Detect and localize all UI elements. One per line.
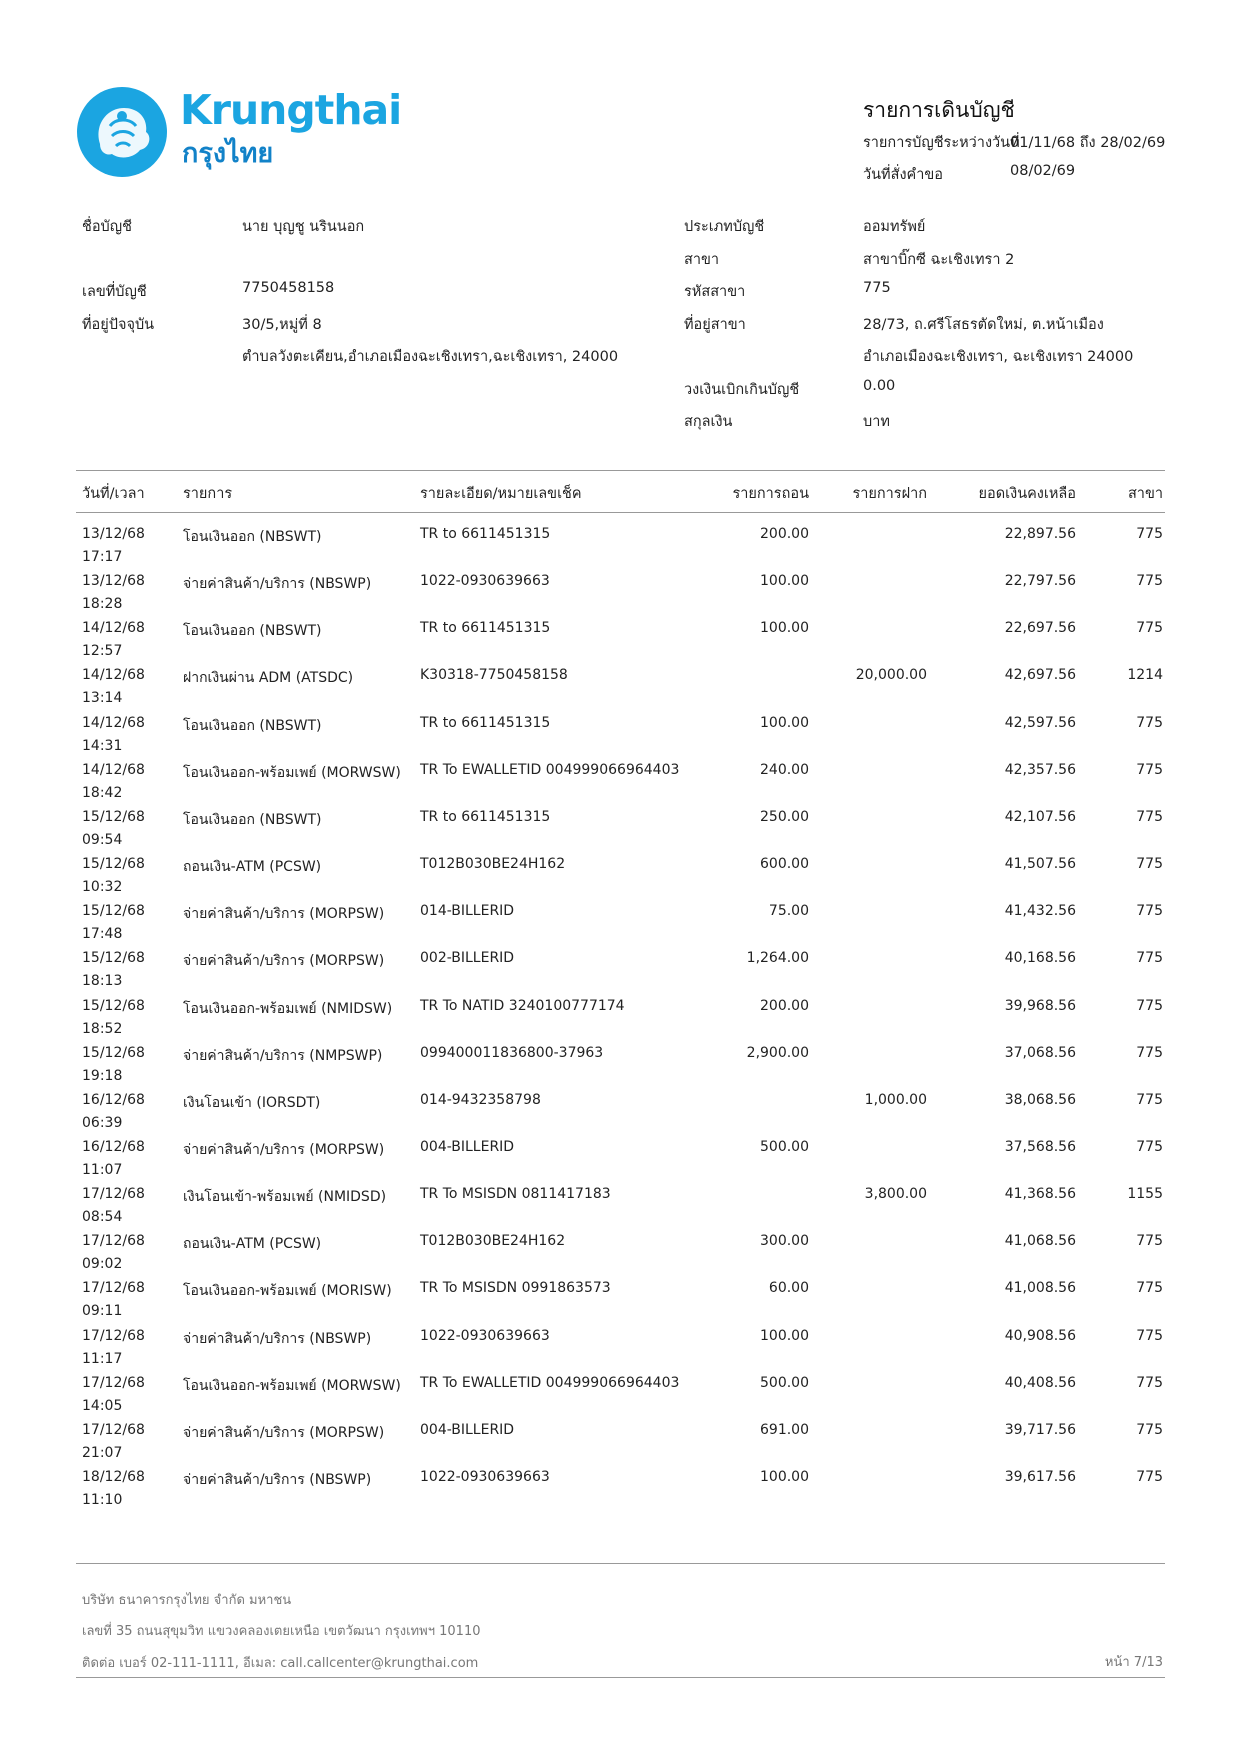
row-branch: 775 xyxy=(1136,1091,1163,1108)
table-row xyxy=(0,1180,1240,1227)
row-withdrawal: 500.00 xyxy=(760,1138,809,1155)
row-branch: 775 xyxy=(1136,761,1163,778)
row-branch: 775 xyxy=(1136,1280,1163,1297)
row-deposit: 3,800.00 xyxy=(864,1186,927,1203)
row-balance: 40,908.56 xyxy=(1004,1327,1076,1344)
account-name-label: ชื่อบัญชี xyxy=(82,219,132,235)
row-type: โอนเงินออก (NBSWT) xyxy=(183,811,322,828)
row-branch: 775 xyxy=(1136,573,1163,590)
row-type: จ่ายค่าสินค้า/บริการ (NBSWP) xyxy=(183,1472,372,1488)
row-date: 13/12/68 xyxy=(82,526,145,542)
row-branch: 775 xyxy=(1136,1044,1163,1061)
row-balance: 22,697.56 xyxy=(1004,620,1076,637)
row-time: 11:07 xyxy=(82,1161,123,1178)
row-withdrawal: 100.00 xyxy=(760,573,809,590)
branch-value: สาขาบิ๊กซี ฉะเชิงเทรา 2 xyxy=(863,252,1015,268)
row-date: 18/12/68 xyxy=(82,1469,145,1485)
table-top-rule xyxy=(76,470,1165,471)
row-type: ถอนเงิน-ATM (PCSW) xyxy=(183,859,322,876)
table-row xyxy=(0,944,1240,991)
row-date: 17/12/68 xyxy=(82,1186,145,1203)
table-row xyxy=(0,1227,1240,1274)
period-value: 01/11/68 ถึง 28/02/69 xyxy=(1010,135,1166,151)
row-date: 15/12/68 xyxy=(82,856,145,873)
row-time: 09:02 xyxy=(82,1256,123,1273)
row-date: 16/12/68 xyxy=(82,1091,145,1108)
row-balance: 42,107.56 xyxy=(1004,808,1076,825)
footer-contact: ติดต่อ เบอร์ 02-111-1111, อีเมล: call.callcenter@krungthai.com xyxy=(82,1656,479,1671)
col-header-detail: รายละเอียด/หมายเลขเช็ค xyxy=(420,486,582,502)
brand-name-en: Krungthai xyxy=(180,86,402,134)
row-withdrawal: 1,264.00 xyxy=(746,950,809,967)
row-branch: 775 xyxy=(1136,997,1163,1014)
row-balance: 41,432.56 xyxy=(1004,903,1076,920)
row-time: 19:18 xyxy=(82,1067,123,1084)
footer-address: เลขที่ 35 ถนนสุขุมวิท แขวงคลองเตยเหนือ เขตวัฒนา กรุงเทพฯ 10110 xyxy=(82,1624,481,1639)
row-balance: 22,797.56 xyxy=(1004,573,1076,590)
account-number-value: 7750458158 xyxy=(242,280,335,296)
row-withdrawal: 200.00 xyxy=(760,997,809,1014)
row-time: 09:54 xyxy=(82,831,123,848)
krungthai-emblem-icon xyxy=(76,86,168,178)
row-detail: TR To NATID 3240100777174 xyxy=(420,997,625,1014)
row-time: 08:54 xyxy=(82,1209,123,1226)
overdraft-value: 0.00 xyxy=(863,378,896,394)
row-balance: 38,068.56 xyxy=(1004,1091,1076,1108)
row-time: 17:17 xyxy=(82,549,123,565)
row-date: 15/12/68 xyxy=(82,997,145,1014)
row-detail: T012B030BE24H162 xyxy=(420,1233,566,1250)
row-withdrawal: 100.00 xyxy=(760,714,809,731)
row-date: 14/12/68 xyxy=(82,714,145,731)
row-type: โอนเงินออก-พร้อมเพย์ (MORWSW) xyxy=(183,1377,401,1394)
row-withdrawal: 100.00 xyxy=(760,1327,809,1344)
row-balance: 41,008.56 xyxy=(1004,1280,1076,1297)
row-type: จ่ายค่าสินค้า/บริการ (MORPSW) xyxy=(183,953,385,970)
table-row xyxy=(0,1133,1240,1180)
row-time: 21:07 xyxy=(82,1444,123,1461)
row-detail: TR To MSISDN 0991863573 xyxy=(420,1280,611,1297)
row-branch: 775 xyxy=(1136,526,1163,542)
col-header-branch: สาขา xyxy=(1127,486,1163,502)
row-balance: 37,068.56 xyxy=(1004,1044,1076,1061)
row-branch: 775 xyxy=(1136,1469,1163,1485)
branch-code-label: รหัสสาขา xyxy=(684,284,746,300)
row-withdrawal: 100.00 xyxy=(760,620,809,637)
row-balance: 42,597.56 xyxy=(1004,714,1076,731)
col-header-balance: ยอดเงินคงเหลือ xyxy=(978,486,1076,502)
row-balance: 42,357.56 xyxy=(1004,761,1076,778)
branch-label: สาขา xyxy=(684,252,720,268)
row-balance: 41,368.56 xyxy=(1004,1186,1076,1203)
row-time: 11:17 xyxy=(82,1350,123,1367)
row-withdrawal: 240.00 xyxy=(760,761,809,778)
account-type-value: ออมทรัพย์ xyxy=(863,219,926,235)
table-row xyxy=(0,1369,1240,1416)
row-detail: K30318-7750458158 xyxy=(420,667,568,684)
row-date: 17/12/68 xyxy=(82,1374,145,1391)
row-branch: 1214 xyxy=(1127,667,1163,684)
table-row xyxy=(0,1086,1240,1133)
row-date: 17/12/68 xyxy=(82,1233,145,1250)
row-detail: TR to 6611451315 xyxy=(420,526,551,542)
row-detail: TR to 6611451315 xyxy=(420,808,551,825)
row-time: 14:31 xyxy=(82,737,123,754)
row-type: จ่ายค่าสินค้า/บริการ (MORPSW) xyxy=(183,1141,385,1158)
row-branch: 775 xyxy=(1136,856,1163,873)
row-detail: 1022-0930639663 xyxy=(420,1327,550,1344)
request-date-label: วันที่สั่งคำขอ xyxy=(863,167,944,183)
row-balance: 39,717.56 xyxy=(1004,1421,1076,1438)
row-balance: 40,408.56 xyxy=(1004,1374,1076,1391)
row-type: จ่ายค่าสินค้า/บริการ (NMPSWP) xyxy=(183,1047,383,1064)
row-detail: TR to 6611451315 xyxy=(420,714,551,731)
table-row xyxy=(0,520,1240,567)
row-type: ฝากเงินผ่าน ADM (ATSDC) xyxy=(183,670,354,687)
row-time: 17:48 xyxy=(82,926,123,943)
branch-address-line2: อำเภอเมืองฉะเชิงเทรา, ฉะเชิงเทรา 24000 xyxy=(863,349,1134,365)
col-header-deposit: รายการฝาก xyxy=(852,486,927,502)
table-row xyxy=(0,897,1240,944)
row-detail: 004-BILLERID xyxy=(420,1138,515,1155)
account-number-label: เลขที่บัญชี xyxy=(82,284,147,300)
row-balance: 40,168.56 xyxy=(1004,950,1076,967)
row-type: โอนเงินออก (NBSWT) xyxy=(183,717,322,734)
footer-company: บริษัท ธนาคารกรุงไทย จำกัด มหาชน xyxy=(82,1593,292,1608)
table-row xyxy=(0,1039,1240,1086)
branch-address-line1: 28/73, ถ.ศรีโสธรตัดใหม่, ต.หน้าเมือง xyxy=(863,317,1104,333)
row-balance: 22,897.56 xyxy=(1004,526,1076,542)
row-branch: 775 xyxy=(1136,714,1163,731)
row-detail: 099400011836800-37963 xyxy=(420,1044,604,1061)
period-label: รายการบัญชีระหว่างวันที่ xyxy=(863,135,1020,151)
col-header-datetime: วันที่/เวลา xyxy=(82,486,145,502)
row-detail: 1022-0930639663 xyxy=(420,1469,550,1485)
table-row xyxy=(0,756,1240,803)
overdraft-label: วงเงินเบิกเกินบัญชี xyxy=(684,382,800,398)
row-detail: TR To EWALLETID 004999066964403 xyxy=(420,1374,680,1391)
row-time: 18:13 xyxy=(82,973,123,990)
row-deposit: 1,000.00 xyxy=(864,1091,927,1108)
page-number: หน้า 7/13 xyxy=(1104,1655,1163,1670)
row-detail: 014-BILLERID xyxy=(420,903,515,920)
table-row xyxy=(0,1274,1240,1321)
row-branch: 775 xyxy=(1136,1233,1163,1250)
row-withdrawal: 60.00 xyxy=(768,1280,809,1297)
row-balance: 41,068.56 xyxy=(1004,1233,1076,1250)
table-row xyxy=(0,614,1240,661)
row-type: เงินโอนเข้า (IORSDT) xyxy=(183,1094,321,1111)
row-type: จ่ายค่าสินค้า/บริการ (NBSWP) xyxy=(183,1330,372,1347)
footer-bottom-rule xyxy=(76,1677,1165,1678)
table-row xyxy=(0,850,1240,897)
row-time: 18:42 xyxy=(82,784,123,801)
row-branch: 775 xyxy=(1136,620,1163,637)
row-detail: 002-BILLERID xyxy=(420,950,515,967)
table-header-rule xyxy=(76,512,1165,513)
row-type: โอนเงินออก (NBSWT) xyxy=(183,529,322,545)
account-name-value: นาย บุญชู นรินนอก xyxy=(242,219,365,235)
row-time: 13:14 xyxy=(82,690,123,707)
row-deposit: 20,000.00 xyxy=(855,667,927,684)
currency-label: สกุลเงิน xyxy=(684,414,733,430)
row-type: โอนเงินออก-พร้อมเพย์ (MORWSW) xyxy=(183,764,401,781)
row-date: 13/12/68 xyxy=(82,573,145,590)
table-row xyxy=(0,992,1240,1039)
col-header-type: รายการ xyxy=(183,486,233,502)
row-time: 10:32 xyxy=(82,879,123,896)
row-type: จ่ายค่าสินค้า/บริการ (NBSWP) xyxy=(183,576,372,593)
row-branch: 775 xyxy=(1136,1138,1163,1155)
row-type: โอนเงินออก-พร้อมเพย์ (NMIDSW) xyxy=(183,1000,393,1017)
row-type: ถอนเงิน-ATM (PCSW) xyxy=(183,1236,322,1253)
row-type: โอนเงินออก (NBSWT) xyxy=(183,623,322,640)
row-date: 14/12/68 xyxy=(82,761,145,778)
row-balance: 37,568.56 xyxy=(1004,1138,1076,1155)
row-withdrawal: 500.00 xyxy=(760,1374,809,1391)
row-date: 17/12/68 xyxy=(82,1327,145,1344)
table-row xyxy=(0,661,1240,708)
table-row xyxy=(0,1463,1240,1510)
request-date-value: 08/02/69 xyxy=(1010,163,1076,179)
row-detail: 004-BILLERID xyxy=(420,1421,515,1438)
row-date: 15/12/68 xyxy=(82,903,145,920)
row-withdrawal: 200.00 xyxy=(760,526,809,542)
row-balance: 41,507.56 xyxy=(1004,856,1076,873)
row-branch: 775 xyxy=(1136,1327,1163,1344)
address-label: ที่อยู่ปัจจุบัน xyxy=(82,317,155,333)
row-withdrawal: 600.00 xyxy=(760,856,809,873)
row-type: เงินโอนเข้า-พร้อมเพย์ (NMIDSD) xyxy=(183,1189,387,1206)
row-type: จ่ายค่าสินค้า/บริการ (MORPSW) xyxy=(183,906,385,923)
table-row xyxy=(0,803,1240,850)
row-branch: 775 xyxy=(1136,1374,1163,1391)
table-row xyxy=(0,1416,1240,1463)
col-header-withdrawal: รายการถอน xyxy=(732,486,809,502)
krungthai-logo xyxy=(76,86,402,182)
row-branch: 775 xyxy=(1136,808,1163,825)
row-detail: TR to 6611451315 xyxy=(420,620,551,637)
row-balance: 39,968.56 xyxy=(1004,997,1076,1014)
row-time: 14:05 xyxy=(82,1397,123,1414)
row-detail: TR To EWALLETID 004999066964403 xyxy=(420,761,680,778)
row-time: 18:52 xyxy=(82,1020,123,1037)
branch-address-label: ที่อยู่สาขา xyxy=(684,317,746,333)
table-row xyxy=(0,709,1240,756)
row-time: 06:39 xyxy=(82,1114,123,1131)
row-detail: TR To MSISDN 0811417183 xyxy=(420,1186,611,1203)
currency-value: บาท xyxy=(863,414,890,430)
row-time: 09:11 xyxy=(82,1303,123,1320)
row-branch: 1155 xyxy=(1127,1186,1163,1203)
table-row xyxy=(0,1322,1240,1369)
row-withdrawal: 100.00 xyxy=(760,1469,809,1485)
row-withdrawal: 691.00 xyxy=(760,1421,809,1438)
row-withdrawal: 2,900.00 xyxy=(746,1044,809,1061)
row-time: 11:10 xyxy=(82,1492,123,1508)
branch-code-value: 775 xyxy=(863,280,891,296)
address-line2: ตำบลวังตะเคียน,อำเภอเมืองฉะเชิงเทรา,ฉะเชิงเทรา, 24000 xyxy=(242,349,619,365)
row-date: 14/12/68 xyxy=(82,620,145,637)
row-branch: 775 xyxy=(1136,1421,1163,1438)
row-date: 15/12/68 xyxy=(82,808,145,825)
row-type: โอนเงินออก-พร้อมเพย์ (MORISW) xyxy=(183,1283,392,1300)
row-date: 17/12/68 xyxy=(82,1280,145,1297)
row-date: 15/12/68 xyxy=(82,950,145,967)
row-branch: 775 xyxy=(1136,950,1163,967)
row-date: 16/12/68 xyxy=(82,1138,145,1155)
row-time: 18:28 xyxy=(82,596,123,613)
brand-name-th: กรุงไทย xyxy=(182,138,274,169)
account-type-label: ประเภทบัญชี xyxy=(684,219,765,235)
row-branch: 775 xyxy=(1136,903,1163,920)
row-withdrawal: 75.00 xyxy=(768,903,809,920)
row-date: 17/12/68 xyxy=(82,1421,145,1438)
footer-top-rule xyxy=(76,1563,1165,1564)
statement-title: รายการเดินบัญชี xyxy=(863,98,1015,122)
table-row xyxy=(0,567,1240,614)
row-date: 14/12/68 xyxy=(82,667,145,684)
row-withdrawal: 250.00 xyxy=(760,808,809,825)
row-detail: T012B030BE24H162 xyxy=(420,856,566,873)
row-balance: 39,617.56 xyxy=(1004,1469,1076,1485)
row-balance: 42,697.56 xyxy=(1004,667,1076,684)
row-time: 12:57 xyxy=(82,643,123,660)
row-type: จ่ายค่าสินค้า/บริการ (MORPSW) xyxy=(183,1424,385,1441)
address-line1: 30/5,หมู่ที่ 8 xyxy=(242,317,322,333)
row-detail: 014-9432358798 xyxy=(420,1091,541,1108)
row-detail: 1022-0930639663 xyxy=(420,573,550,590)
row-withdrawal: 300.00 xyxy=(760,1233,809,1250)
row-date: 15/12/68 xyxy=(82,1044,145,1061)
